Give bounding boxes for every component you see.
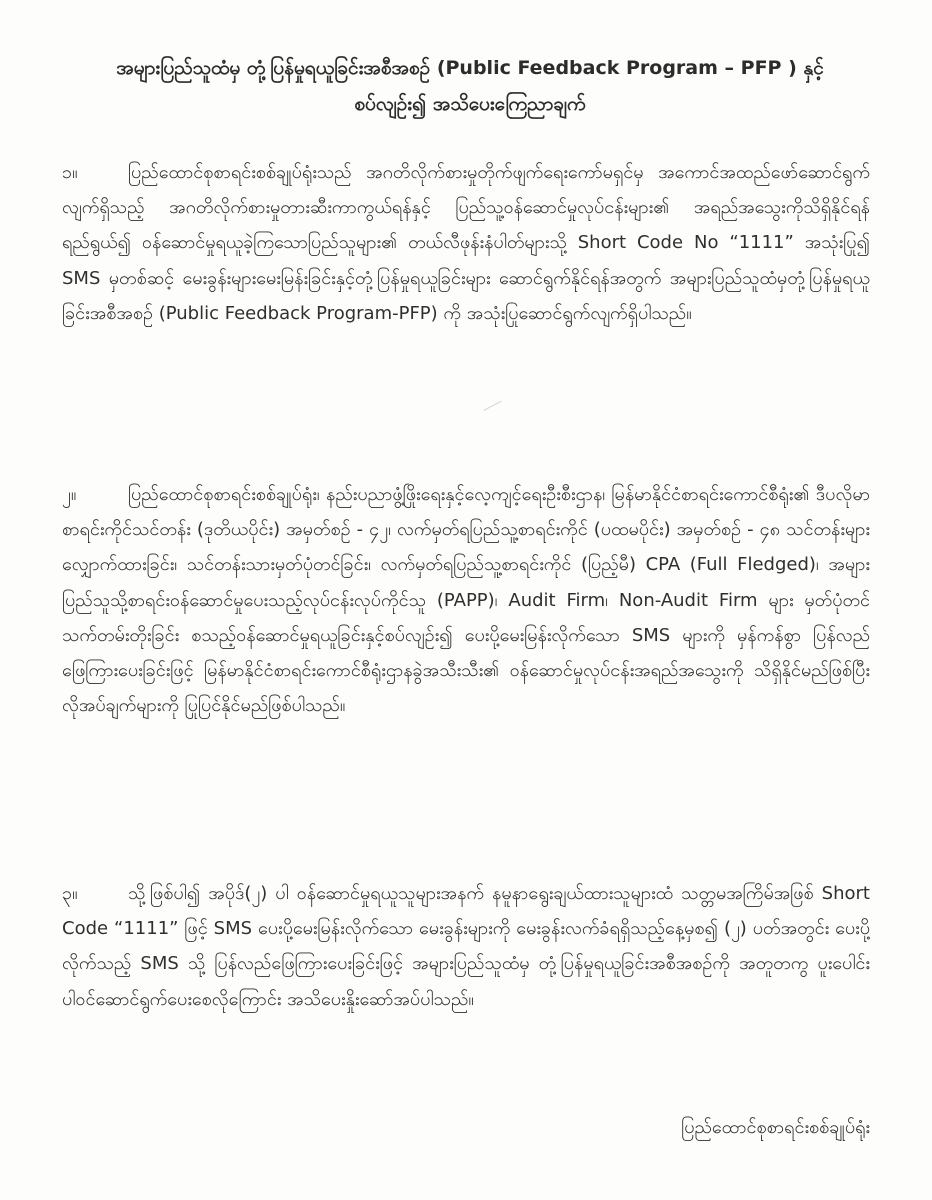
paragraph-number: ၁။ [62,162,78,183]
paragraph-number: ၃။ [62,883,78,904]
document-title-line-1: အများပြည်သူထံမှ တုံ့ပြန်မှုရယူခြင်းအစီအစဉ် (Public Feedback Program – PFP ) နှင့် [116,57,824,79]
paragraph-1 [62,155,870,455]
paragraph-3 [62,876,870,1101]
document-title-line-2: စပ်လျဉ်း၍ အသိပေးကြေညာချက် [354,93,586,115]
paragraph-text: ပြည်ထောင်စုစာရင်းစစ်ချုပ်ရုံး၊ နည်းပညာဖွံ့ဖြိုးရေးနှင့်လေ့ကျင့်ရေးဦးစီးဌာန၊ မြန်မာနိုင်ငံစာရင်းကောင်စီရုံး၏ ဒီပလိုမာစာရင်းကိုင်သင်တန်း (ဒုတိယပိုင်း) အမှတ်စဉ် - ၄၂၊ လက်မှတ်ရပြည်သူ့စာရင်းကိုင် (ပထမပိုင်း) အမှတ်စဉ် - ၄၈ သင်တန်းများလျှောက်ထားခြင်း၊ သင်တန်းသားမှတ်ပုံတင်ခြင်း၊ လက်မှတ်ရပြည်သူ့စာရင်းကိုင် (ပြည့်မီ) CPA (Full Fledged)၊ အများပြည်သူသို့စာရင်းဝန်ဆောင်မှုပေးသည့်လုပ်ငန်းလုပ်ကိုင်သူ (PAPP)၊ Audit Firm၊ Non-Audit Firm များ မှတ်ပုံတင်သက်တမ်းတိုးခြင်း စသည့်ဝန်ဆောင်မှုရယူခြင်းနှင့်စပ်လျဉ်း၍ ပေးပို့မေးမြန်းလိုက်သော SMS များကို မှန်ကန်စွာ ပြန်လည်ဖြေကြားပေးခြင်းဖြင့် မြန်မာနိုင်ငံစာရင်းကောင်စီရုံးဌာနခွဲအသီးသီး၏ ဝန်ဆောင်မှုလုပ်ငန်းအရည်အသွေးကို သိရှိနိုင်မည်ဖြစ်ပြီး လိုအပ်ချက်များကို ပြုပြင်နိုင်မည်ဖြစ်ပါသည်။ [62,484,870,717]
paragraph-text: သို့ဖြစ်ပါ၍ အပိုဒ်(၂) ပါ ဝန်ဆောင်မှုရယူသူများအနက် နမူနာရွေးချယ်ထားသူများထံ သတ္တမအကြိမ်အဖြစ် Short Code “1111” ဖြင့် SMS ပေးပို့မေးမြန်းလိုက်သော မေးခွန်းများကို မေးခွန်းလက်ခံရရှိသည့်နေ့မှစ၍ (၂) ပတ်အတွင်း ပေးပို့လိုက်သည့် SMS သို့ ပြန်လည်ဖြေကြားပေးခြင်းဖြင့် အများပြည်သူထံမှ တုံ့ပြန်မှုရယူခြင်းအစီအစဉ်ကို အတူတကွ ပူးပေါင်းပါဝင်ဆောင်ရွက်ပေးစေလိုကြောင်း အသိပေးနှိုးဆော်အပ်ပါသည်။ [62,883,870,1010]
paragraph-2 [62,477,870,857]
paragraph-number: ၂။ [62,484,77,505]
issuer-signature: ပြည်ထောင်စုစာရင်းစစ်ချုပ်ရုံး [681,1117,870,1138]
paragraph-text: ပြည်ထောင်စုစာရင်းစစ်ချုပ်ရုံးသည် အဂတိလိုက်စားမှုတိုက်ဖျက်ရေးကော်မရှင်မှ အကောင်အထည်ဖော်ဆောင်ရွက်လျက်ရှိသည့် အဂတိလိုက်စားမှုတားဆီးကာကွယ်ရန်နှင့် ပြည်သူ့ဝန်ဆောင်မှုလုပ်ငန်းများ၏ အရည်အသွေးကိုသိရှိနိုင်ရန် ရည်ရွယ်၍ ဝန်ဆောင်မှုရယူခဲ့ကြသောပြည်သူများ၏ တယ်လီဖုန်းနံပါတ်များသို့ Short Code No “1111” အသုံးပြု၍ SMS မှတစ်ဆင့် မေးခွန်းများမေးမြန်းခြင်းနှင့်တုံ့ပြန်မှုရယူခြင်းများ ဆောင်ရွက်နိုင်ရန်အတွက် အများပြည်သူထံမှတုံ့ပြန်မှုရယူခြင်းအစီအစဉ် (Public Feedback Program-PFP) ကို အသုံးပြုဆောင်ရွက်လျက်ရှိပါသည်။ [62,162,870,324]
